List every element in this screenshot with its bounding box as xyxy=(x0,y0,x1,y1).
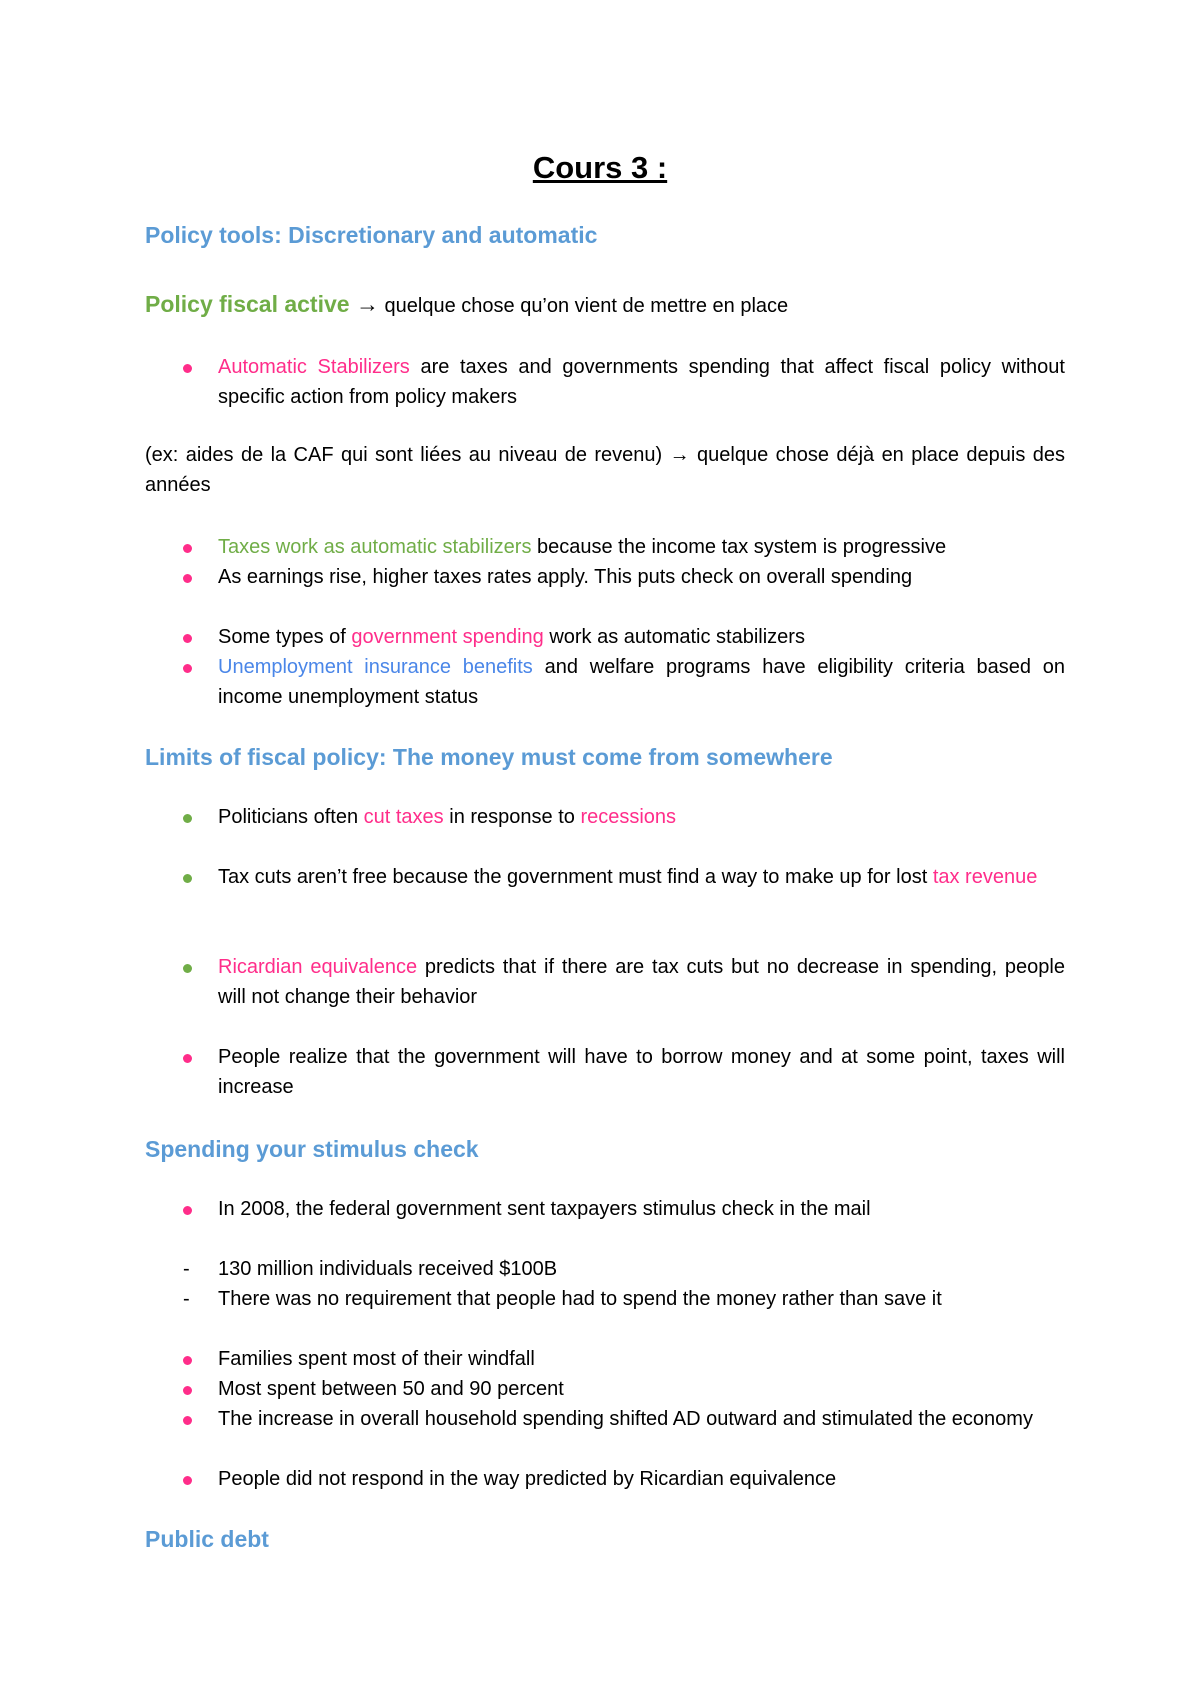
item-text: in response to xyxy=(443,806,581,828)
highlight-text: tax revenue xyxy=(932,866,1038,888)
page-title: Cours 3 : xyxy=(532,150,668,185)
highlight-text: Ricardian equivalence xyxy=(218,956,418,978)
list-item: There was no requirement that people had to spend the money rather than save it xyxy=(218,1288,942,1310)
highlight-text: Unemployment insurance benefits xyxy=(218,656,533,678)
bullet-icon xyxy=(183,634,192,643)
list-item xyxy=(218,652,1065,712)
paragraph-text: (ex: aides de la CAF qui sont liées au niveau de revenu) xyxy=(145,444,670,466)
list-item: In 2008, the federal government sent taxpayers stimulus check in the mail xyxy=(218,1198,871,1220)
bullet-icon xyxy=(183,1206,192,1215)
bullet-icon xyxy=(183,814,192,823)
bullet-icon xyxy=(183,1416,192,1425)
list-item: People realize that the government will have to borrow money and at some point, taxes will increase xyxy=(218,1046,1065,1098)
heading-limits-fiscal-policy: Limits of fiscal policy: The money must come from somewhere xyxy=(145,744,833,770)
bullet-icon xyxy=(183,1356,192,1365)
item-text: and welfare programs have eligibility criteria based on income unemployment status xyxy=(218,656,1065,708)
item-text: work as automatic stabilizers xyxy=(543,626,805,648)
list-item: People did not respond in the way predicted by Ricardian equivalence xyxy=(218,1468,837,1490)
bullet-icon xyxy=(183,1476,192,1485)
bullet-icon xyxy=(183,874,192,883)
item-text: Tax cuts aren’t free because the government must find a way to make up for lost xyxy=(218,866,933,888)
list-item xyxy=(218,952,1065,1012)
highlight-text: recessions xyxy=(580,806,677,828)
bullet-icon xyxy=(183,364,192,373)
list-item xyxy=(218,862,1065,892)
dash-marker: - xyxy=(183,1288,190,1310)
item-text: predicts that if there are tax cuts but no decrease in spending, people will not change their behavior xyxy=(218,956,1065,1008)
list-item xyxy=(218,352,1065,412)
arrow-right-icon: → xyxy=(355,291,379,317)
bullet-icon xyxy=(183,574,192,583)
arrow-right-icon: → xyxy=(669,444,690,466)
highlight-text: cut taxes xyxy=(363,806,444,828)
heading-stimulus-check: Spending your stimulus check xyxy=(145,1136,479,1162)
list-item: Most spent between 50 and 90 percent xyxy=(218,1378,564,1400)
list-item xyxy=(218,622,1065,652)
list-item: Families spent most of their windfall xyxy=(218,1348,535,1370)
list-item: As earnings rise, higher taxes rates apply. This puts check on overall spending xyxy=(218,566,913,588)
item-text: are taxes and governments spending that affect fiscal policy without specific action from policy makers xyxy=(218,356,1065,408)
heading-policy-tools: Policy tools: Discretionary and automatic xyxy=(145,222,598,248)
paragraph-example xyxy=(145,440,1065,500)
dash-marker: - xyxy=(183,1258,190,1280)
bullet-icon xyxy=(183,664,192,673)
subheading-text: quelque chose qu’on vient de mettre en place xyxy=(378,295,789,317)
subheading-policy-fiscal-active xyxy=(145,291,788,318)
bullet-icon xyxy=(183,1054,192,1063)
heading-public-debt: Public debt xyxy=(145,1526,269,1552)
item-text: Politicians often xyxy=(218,806,364,828)
list-item: The increase in overall household spending shifted AD outward and stimulated the economy xyxy=(218,1408,1033,1430)
bullet-icon xyxy=(183,1386,192,1395)
highlight-text: government spending xyxy=(351,626,544,648)
highlight-text: Taxes work as automatic stabilizers xyxy=(218,536,532,558)
list-item xyxy=(218,532,1065,562)
subheading-label: Policy fiscal active xyxy=(145,291,350,317)
bullet-icon xyxy=(183,964,192,973)
item-text: because the income tax system is progressive xyxy=(531,536,947,558)
bullet-icon xyxy=(183,544,192,553)
highlight-text: Automatic Stabilizers xyxy=(218,356,410,378)
list-item: 130 million individuals received $100B xyxy=(218,1258,558,1280)
paragraph-text: quelque chose déjà en place depuis des années xyxy=(145,444,1065,496)
list-item xyxy=(218,802,1065,832)
item-text: Some types of xyxy=(218,626,352,648)
